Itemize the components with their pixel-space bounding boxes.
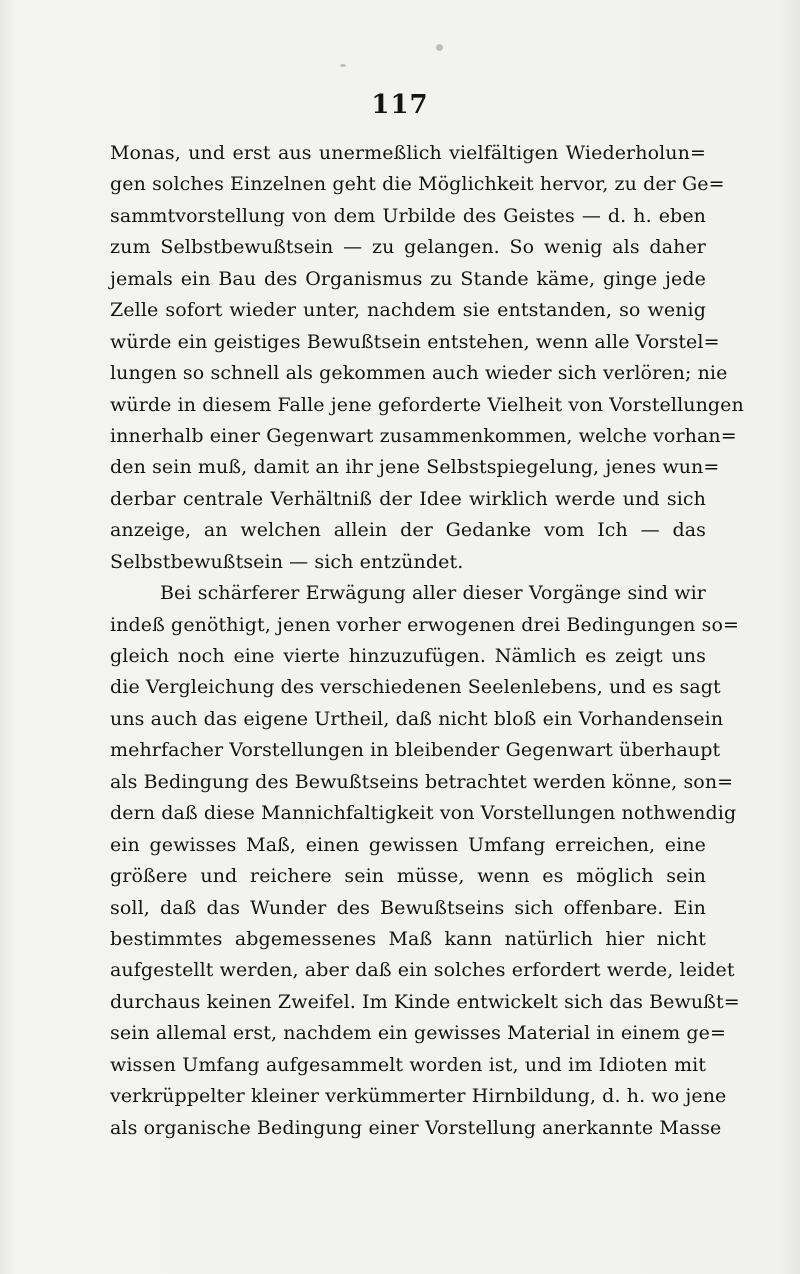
text-line: durchaus keinen Zweifel. Im Kinde entwickelt sich das Bewußt= bbox=[110, 990, 740, 1013]
text-line: würde ein geistiges Bewußtsein entstehen, wenn alle Vorstel= bbox=[110, 330, 720, 353]
text-line: Zelle sofort wieder unter, nachdem sie entstanden, so wenig bbox=[110, 299, 706, 322]
text-line: soll, daß das Wunder des Bewußtseins sich offenbare. Ein bbox=[110, 896, 706, 919]
text-line: gen solches Einzelnen geht die Möglichkeit hervor, zu der Ge= bbox=[110, 173, 725, 196]
text-line: anzeige, an welchen allein der Gedanke vom Ich — das bbox=[110, 519, 706, 542]
text-line: als Bedingung des Bewußtseins betrachtet werden könne, son= bbox=[110, 770, 734, 793]
text-line: Bei schärferer Erwägung aller dieser Vorgänge sind wir bbox=[160, 582, 706, 605]
print-speck bbox=[436, 44, 443, 51]
text-line: Monas, und erst aus unermeßlich vielfältigen Wiederholun= bbox=[110, 142, 706, 164]
text-line: als organische Bedingung einer Vorstellung anerkannte Masse bbox=[110, 1116, 722, 1139]
text-line: aufgestellt werden, aber daß ein solches erfordert werde, leidet bbox=[110, 959, 735, 982]
text-line: jemals ein Bau des Organismus zu Stande käme, ginge jede bbox=[110, 267, 706, 290]
print-speck bbox=[340, 64, 346, 67]
text-line: die Vergleichung des verschiedenen Seelenlebens, und es sagt bbox=[110, 676, 721, 699]
text-line: größere und reichere sein müsse, wenn es möglich sein bbox=[110, 865, 706, 888]
body-text bbox=[110, 138, 744, 1144]
text-line: derbar centrale Verhältniß der Idee wirklich werde und sich bbox=[110, 487, 706, 510]
text-line: zum Selbstbewußtsein — zu gelangen. So wenig als daher bbox=[110, 236, 706, 259]
text-line: innerhalb einer Gegenwart zusammenkommen, welche vorhan= bbox=[110, 424, 737, 447]
text-line: den sein muß, damit an ihr jene Selbstspiegelung, jenes wun= bbox=[110, 456, 720, 479]
text-line: sein allemal erst, nachdem ein gewisses Material in einem ge= bbox=[110, 1022, 727, 1045]
text-line: indeß genöthigt, jenen vorher erwogenen drei Bedingungen so= bbox=[110, 613, 740, 636]
text-line: bestimmtes abgemessenes Maß kann natürlich hier nicht bbox=[110, 927, 706, 950]
text-line: dern daß diese Mannichfaltigkeit von Vorstellungen nothwendig bbox=[110, 802, 737, 825]
text-line: uns auch das eigene Urtheil, daß nicht bloß ein Vorhandensein bbox=[110, 707, 724, 730]
text-line: verkrüppelter kleiner verkümmerter Hirnbildung, d. h. wo jene bbox=[110, 1085, 727, 1108]
page-number: 117 bbox=[371, 90, 429, 120]
text-line: gleich noch eine vierte hinzuzufügen. Nämlich es zeigt uns bbox=[110, 645, 706, 667]
text-line: wissen Umfang aufgesammelt worden ist, und im Idioten mit bbox=[110, 1053, 706, 1076]
text-line: Selbstbewußtsein — sich entzündet. bbox=[110, 550, 464, 573]
text-line: lungen so schnell als gekommen auch wieder sich verlören; nie bbox=[110, 362, 728, 385]
text-line: ein gewisses Maß, einen gewissen Umfang erreichen, eine bbox=[110, 833, 706, 856]
text-line: würde in diesem Falle jene geforderte Vielheit von Vorstellungen bbox=[110, 393, 744, 416]
text-line: mehrfacher Vorstellungen in bleibender Gegenwart überhaupt bbox=[110, 739, 721, 762]
text-line: sammtvorstellung von dem Urbilde des Geistes — d. h. eben bbox=[110, 204, 706, 227]
